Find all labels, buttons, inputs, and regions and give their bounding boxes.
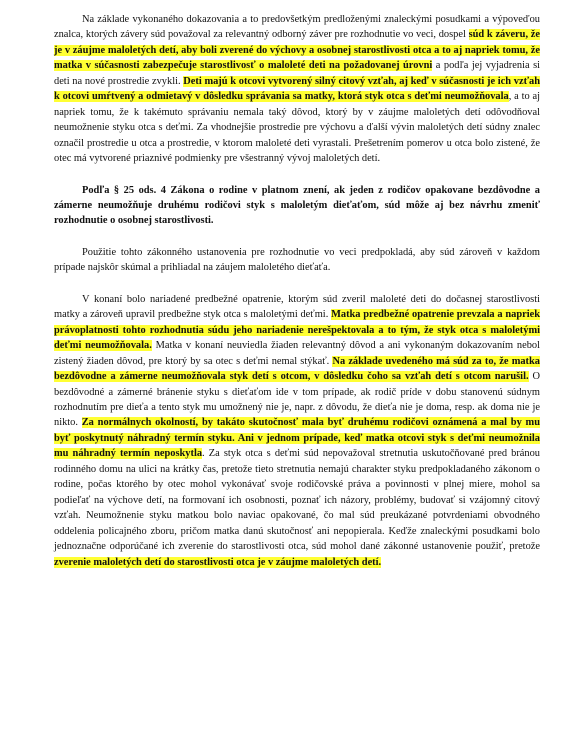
- paragraph-provision-application: [54, 245, 540, 276]
- paragraph-conclusion: [54, 12, 540, 167]
- highlighted-text-segment: Matka predbežné opatrenie prevzala a napriek právoplatnosti tohto rozhodnutia súdu jeho nariadenie nerešpektovala a to tým, že styk otca s maloletými deťmi neumožňovala.: [54, 309, 540, 352]
- text-segment: Podľa § 25 ods. 4 Zákona o rodine v platnom znení, ak jeden z rodičov opakovane bezdôvodne a zámerne neumožňuje druhému rodičovi styk s maloletým dieťaťom, súd môže aj bez návrhu zmeniť rozhodnutie o osobnej starostlivosti.: [54, 184, 540, 227]
- highlighted-text-segment: Deti majú k otcovi vytvorený silný citový vzťah, aj keď v súčasnosti je ich vzťah k otcovi umŕtvený a odmietavý v dôsledku správania sa matky, ktorá styk otca s deťmi neumožňovala: [54, 75, 540, 103]
- text-segment: V konaní bolo nariadené predbežné opatrenie, ktorým súd zveril maloleté deti do dočasnej starostlivosti matky a zároveň upravil predbežne styk otca s maloletými deťmi.: [54, 293, 540, 321]
- highlighted-text-segment: Na základe uvedeného má súd za to, že matka bezdôvodne a zámerne neumožňovala styk detí s otcom, v dôsledku čoho sa vzťah detí s otcom narušil.: [54, 355, 540, 383]
- text-segment: , a to aj napriek tomu, že k takémuto správaniu nemala taký dôvod, ktorý by v záujme maloletých detí odôvodňoval neumožnenie styku otca s deťmi. Za vhodnejšie prostredie pre výchovu a ďalší vývin maloletých detí súdny znalec označil prostredie u otca a prostredie, v ktorom maloleté deti vyrastali. Prešetrením pomerov u otca bolo zistené, že otec má vytvorené priaznivé podmienky pre všestranný vývoj maloletých detí.: [54, 91, 540, 165]
- document-page: [54, 12, 540, 570]
- text-segment: a podľa jej vyjadrenia si deti na nové prostredie zvykli.: [54, 60, 540, 87]
- text-segment: O bezdôvodné a zámerné bránenie styku s dieťaťom ide v tom prípade, ak rodič príde v dobu stanovenú súdnym rozhodnutím pre dieťa a tento styk mu umožnený nie je, napr. z dôvodu, že dieťa nie je doma, resp. ak doma nie je nikto.: [54, 371, 540, 429]
- highlighted-text-segment: Za normálnych okolností, by takáto skutočnosť mala byť druhému rodičovi oznámená a mal by mu byť poskytnutý náhradný termín styku. Ani v jednom prípade, keď matka otcovi styk s deťmi neumožnila mu náhradný termín neposkytla: [54, 417, 540, 460]
- text-segment: Použitie tohto zákonného ustanovenia pre rozhodnutie vo veci predpokladá, aby súd zároveň v každom prípade najskôr skúmal a prihliadal na záujem maloletého dieťaťa.: [54, 246, 540, 274]
- paragraph-interim-measure: [54, 292, 540, 570]
- highlighted-text-segment: súd k záveru, že je v záujme maloletých detí, aby boli zverené do výchovy a osobnej starostlivosti otca a to aj napriek tomu, že matka v súčasnosti zabezpečuje starostlivosť o maloleté deti na požadovanej úrovni: [54, 29, 541, 72]
- paragraph-legal-provision: [54, 183, 540, 229]
- text-segment: Na základe vykonaného dokazovania a to predovšetkým predloženými znaleckými posudkami a výpoveďou znalca, ktorých závery súd považoval za relevantný odborný záver pre rozhodnutie vo veci, dospel: [54, 14, 540, 41]
- text-segment: Matka v konaní neuviedla žiaden relevantný dôvod a ani vykonaným dokazovaním nebol zistený žiaden dôvod, pre ktorý by sa otec s deťmi nemal stýkať.: [54, 340, 540, 367]
- text-segment: . Za styk otca s deťmi súd nepovažoval stretnutia uskutočňované pred bránou rodinného domu na ulici na krátky čas, pretože tieto stretnutia nemajú charakter styku predpokladaného zákonom o rodine, počas ktorého by otec mohol vykonávať svoje rodičovské práva a povinnosti v plnej miere, mohol sa podieľať na výchove detí, na formovaní ich osobnosti, poznať ich názory, problémy, budovať si vzájomný citový vzťah. Neumožnenie styku matkou bolo naviac opakované, čo mal súd preukázané potvrdeniami obvodného oddelenia policajného zboru, pričom matka danú skutočnosť ani nepopierala. Keďže znaleckými posudkami bolo jednoznačne odporúčané ich zverenie do starostlivosti otca, súd mohol dané zákonné ustanovenie použiť, pretože: [54, 448, 540, 553]
- highlighted-text-segment: zverenie maloletých detí do starostlivosti otca je v záujme maloletých detí.: [54, 556, 382, 568]
